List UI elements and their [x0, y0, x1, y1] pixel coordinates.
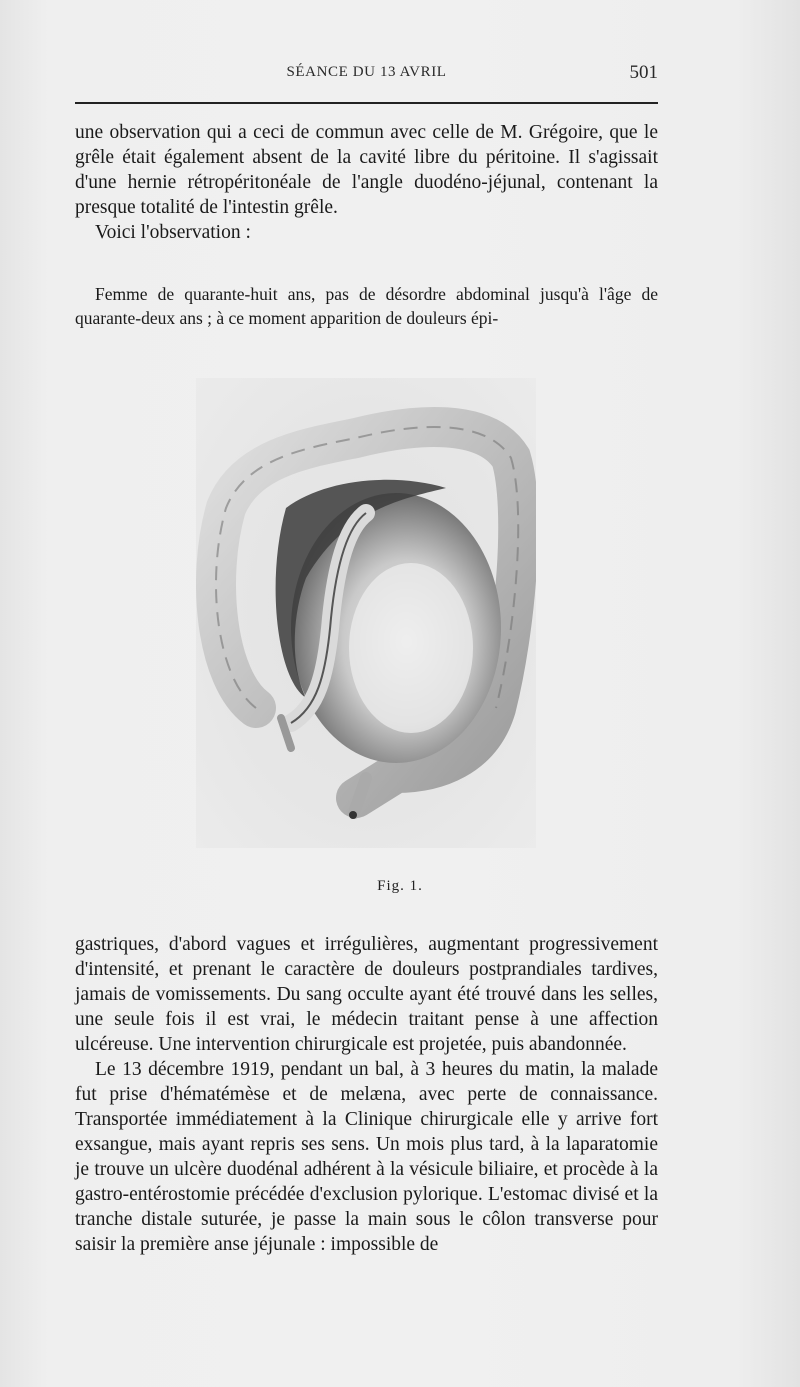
body-text-top	[75, 120, 658, 245]
paragraph: une observation qui a ceci de commun avec celle de M. Grégoire, que le grêle était également absent de la cavité libre du péritoine. Il s'agissait d'une hernie rétropéritonéale de l'angle duodéno-jéjunal, contenant la presque totalité de l'intestin grêle.	[75, 122, 658, 218]
body-text-bottom	[75, 932, 658, 1257]
case-intro	[75, 282, 658, 330]
paragraph: Femme de quarante-huit ans, pas de désordre abdominal jusqu'à l'âge de quarante-deux ans ; à ce moment apparition de douleurs épi-	[75, 284, 658, 328]
header-rule	[75, 102, 658, 104]
paragraph: gastriques, d'abord vagues et irrégulières, augmentant progressivement d'intensité, et prenant le caractère de douleurs postprandiales tardives, jamais de vomissements. Du sang occulte ayant été trouvé dans les selles, une seule fois il est vrai, le médecin traitant pense à une affection ulcéreuse. Une intervention chirurgicale est projetée, puis abandonnée.	[75, 934, 658, 1055]
paragraph: Le 13 décembre 1919, pendant un bal, à 3 heures du matin, la malade fut prise d'hématémèse et de melæna, avec perte de connaissance. Transportée immédiatement à la Clinique chirurgicale elle y arrive fort exsangue, mais ayant repris ses sens. Un mois plus tard, à la laparatomie je trouve un ulcère duodénal adhérent à la vésicule biliaire, et procède à la gastro-entérostomie précédée d'exclusion pylorique. L'estomac divisé et la tranche distale suturée, je passe la main sous le côlon transverse pour saisir la première anse jéjunale : impossible de	[75, 1059, 658, 1255]
figure-caption: Fig. 1.	[377, 878, 423, 894]
illustration-intestine	[196, 378, 536, 848]
paragraph: Voici l'observation :	[95, 222, 251, 243]
running-header	[75, 64, 658, 86]
running-title: SÉANCE DU 13 AVRIL	[286, 64, 447, 80]
page-number: 501	[629, 62, 658, 83]
anatomical-illustration	[196, 378, 536, 848]
